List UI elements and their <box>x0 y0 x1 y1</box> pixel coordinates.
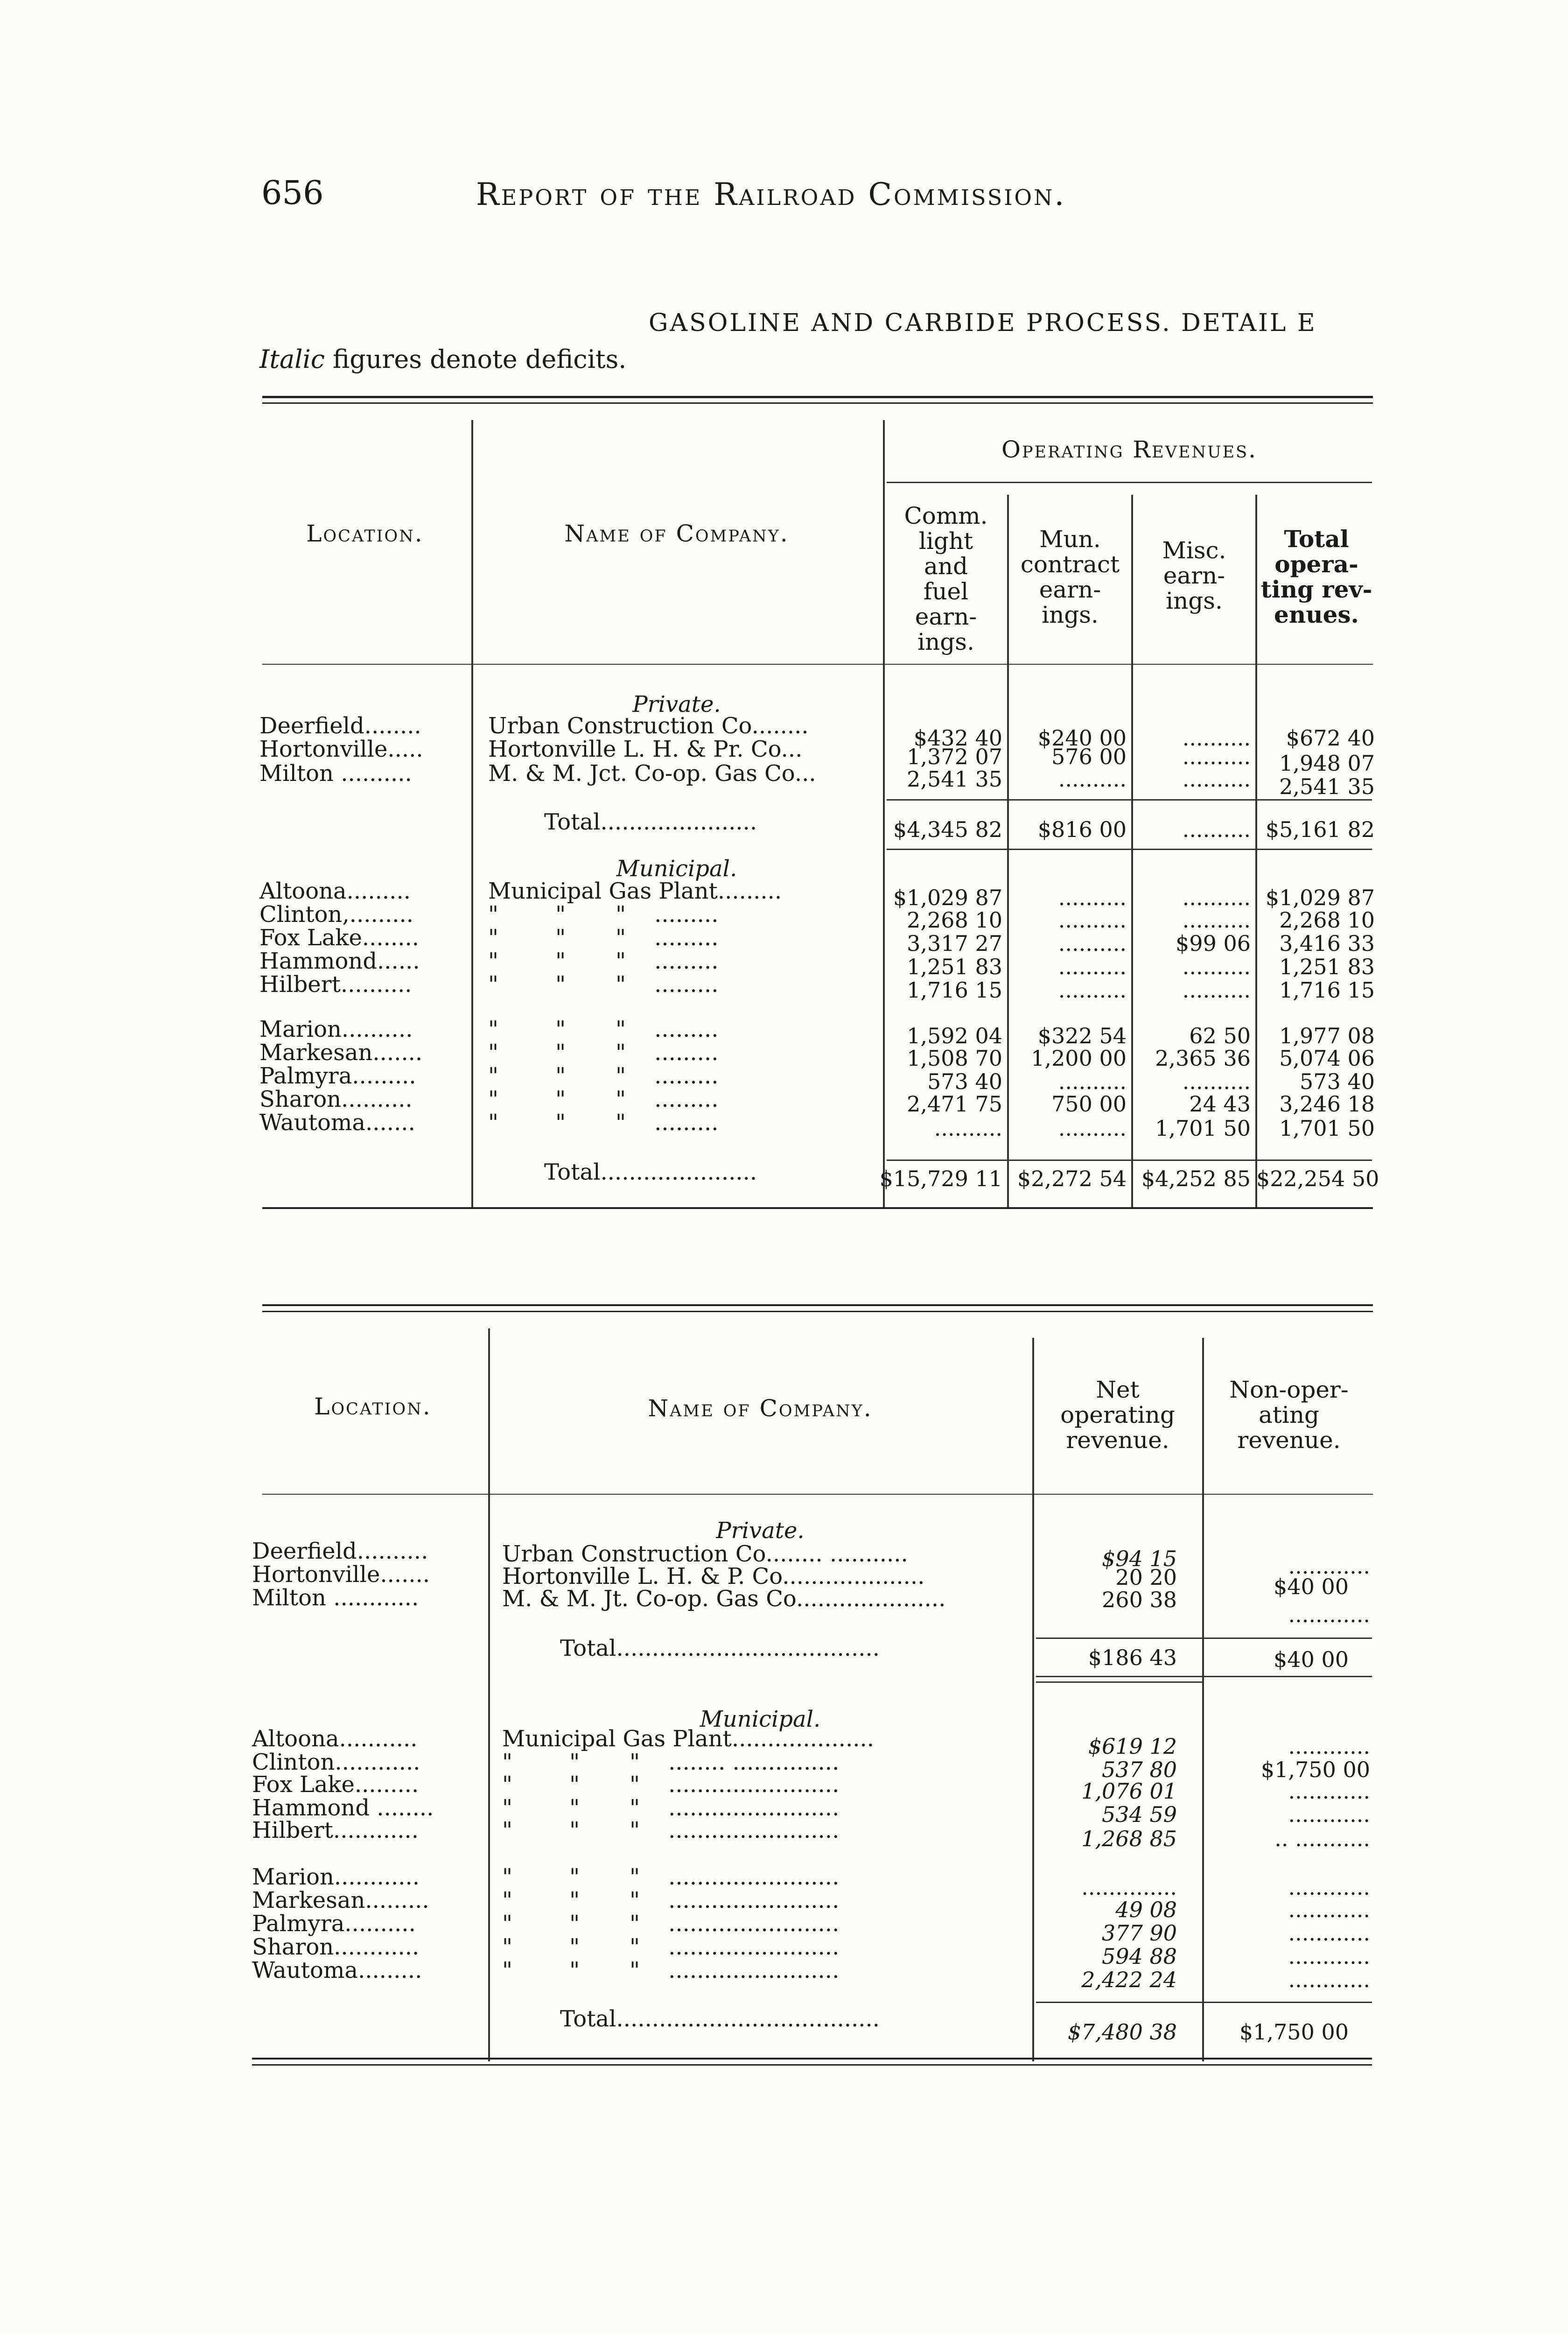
nonop-cell: .. ........... <box>1274 1826 1370 1851</box>
total-cell: 2,268 10 <box>1279 907 1375 933</box>
table2-bottom-rule-2 <box>252 2064 1372 2066</box>
net-cell: 2,422 24 <box>1081 1967 1177 1992</box>
company-cell: " " " ........................ <box>502 1795 840 1821</box>
table1-private-label: Private. <box>632 691 721 717</box>
table2-header-location: Location. <box>314 1393 432 1420</box>
total-label: Total...................... <box>544 1159 757 1185</box>
company-cell: " " " ........................ <box>502 1817 840 1843</box>
company-cell: " " " ......... <box>488 1040 719 1066</box>
table2-vline <box>1032 1338 1034 2061</box>
net-cell: .............. <box>1081 1875 1177 1900</box>
misc-cell: 2,365 36 <box>1155 1046 1251 1071</box>
location-cell: Markesan....... <box>259 1040 423 1066</box>
net-cell: 534 59 <box>1102 1802 1177 1827</box>
location-cell: Wautoma....... <box>259 1110 415 1136</box>
total-cell: 1,948 07 <box>1279 751 1375 776</box>
table1-header-company-label: Name of Company. <box>564 520 789 547</box>
table1-vline <box>1131 495 1133 1209</box>
mun-cell: .......... <box>1058 977 1127 1003</box>
nonop-cell: $1,750 00 <box>1239 2019 1349 2045</box>
location-cell: Markesan......... <box>252 1887 429 1913</box>
table1-vline <box>471 420 473 1209</box>
company-cell: " " " ......... <box>488 948 719 974</box>
net-cell: 20 20 <box>1115 1565 1177 1590</box>
company-cell: " " " ........................ <box>502 1911 840 1937</box>
net-cell: $94 15 <box>1102 1546 1177 1571</box>
company-cell: " " " ........................ <box>502 1772 840 1798</box>
mun-cell: .......... <box>1058 766 1127 792</box>
misc-cell: $99 06 <box>1176 931 1251 956</box>
company-cell: " " " ........................ <box>502 1957 840 1983</box>
table1-group-rule <box>887 482 1372 483</box>
location-cell: Hammond ........ <box>252 1795 434 1821</box>
location-cell: Deerfield........ <box>259 713 421 739</box>
comm-cell: $1,029 87 <box>893 885 1002 910</box>
nonop-cell: ............ <box>1288 1734 1370 1759</box>
table1-header-operating-revenues: Operating Revenues. <box>1001 436 1257 463</box>
misc-cell: .......... <box>1182 885 1251 910</box>
company-cell: " " " ........................ <box>502 1864 840 1890</box>
table1-bottom-rule <box>262 1207 1373 1209</box>
company-cell: Municipal Gas Plant.................... <box>502 1726 874 1752</box>
location-cell: Hortonville....... <box>252 1561 430 1588</box>
location-cell: Fox Lake......... <box>252 1772 419 1798</box>
company-cell: " " " ........................ <box>502 1887 840 1913</box>
net-cell: $7,480 38 <box>1067 2019 1177 2045</box>
comm-cell: 3,317 27 <box>907 931 1002 956</box>
total-cell: 1,251 83 <box>1279 954 1375 979</box>
subtotal-rule <box>1036 1681 1204 1683</box>
page-number: 656 <box>261 174 324 212</box>
company-cell: Municipal Gas Plant......... <box>488 878 782 904</box>
table2-top-rule-2 <box>262 1311 1373 1312</box>
mun-cell: $2,272 54 <box>1017 1166 1127 1191</box>
table2-header-net: Net operating revenue. <box>1060 1376 1175 1454</box>
total-cell: $22,254 50 <box>1256 1166 1379 1191</box>
company-cell: " " " ......... <box>488 971 719 998</box>
comm-cell: $432 40 <box>913 725 1002 751</box>
misc-cell: .......... <box>1182 907 1251 933</box>
misc-cell: .......... <box>1182 744 1251 769</box>
total-cell: 3,246 18 <box>1279 1091 1375 1117</box>
misc-cell: .......... <box>1182 725 1251 751</box>
nonop-cell: ............ <box>1288 1802 1370 1827</box>
misc-cell: 1,701 50 <box>1155 1116 1251 1141</box>
table1-header-comm: Comm. light and fuel earn- ings. <box>904 502 988 655</box>
misc-cell: .......... <box>1182 766 1251 792</box>
mun-cell: 576 00 <box>1051 744 1127 769</box>
misc-cell: 62 50 <box>1189 1023 1251 1048</box>
location-cell: Altoona........... <box>252 1726 418 1752</box>
company-cell: M. & M. Jct. Co-op. Gas Co... <box>488 760 816 787</box>
comm-cell: $4,345 82 <box>893 817 1002 842</box>
total-label: Total..................................... <box>560 2006 880 2032</box>
comm-cell: 2,541 35 <box>907 766 1002 792</box>
location-cell: Altoona......... <box>259 878 411 904</box>
company-cell: M. & M. Jt. Co-op. Gas Co..................... <box>502 1586 946 1612</box>
location-cell: Wautoma......... <box>252 1957 422 1983</box>
nonop-cell: ............ <box>1288 1779 1370 1804</box>
nonop-cell: ............ <box>1288 1920 1370 1946</box>
total-cell: $5,161 82 <box>1265 817 1375 842</box>
italic-word: Italic <box>259 344 325 374</box>
mun-cell: $322 54 <box>1037 1023 1127 1048</box>
table1-header-location: Location. <box>306 520 424 547</box>
mun-cell: 750 00 <box>1051 1091 1127 1117</box>
company-cell: " " " ......... <box>488 1086 719 1112</box>
table2-vline <box>488 1329 490 2061</box>
mun-cell: 1,200 00 <box>1031 1046 1127 1071</box>
location-cell: Hilbert.......... <box>259 971 412 998</box>
table2-top-rule <box>262 1304 1373 1306</box>
location-cell: Hortonville..... <box>259 736 423 762</box>
total-label: Total..................................... <box>560 1635 880 1661</box>
company-cell: " " " ......... <box>488 1016 719 1042</box>
table2-header-rule <box>262 1494 1373 1495</box>
comm-cell: 1,716 15 <box>907 977 1002 1003</box>
location-cell: Hilbert............ <box>252 1817 419 1843</box>
location-cell: Sharon.......... <box>259 1086 413 1112</box>
table1-top-rule-2 <box>262 402 1373 404</box>
comm-cell: .......... <box>934 1116 1002 1141</box>
section-subtitle: GASOLINE AND CARBIDE PROCESS. DETAIL E <box>649 309 1317 337</box>
location-cell: Deerfield.......... <box>252 1538 428 1564</box>
nonop-cell: ............ <box>1288 1554 1370 1579</box>
table1-header-company <box>476 521 877 546</box>
total-cell: 573 40 <box>1300 1069 1375 1094</box>
company-cell: Hortonville L. H. & P. Co.................... <box>502 1563 925 1589</box>
table1-vline <box>1007 495 1009 1209</box>
table2-header-company: Name of Company. <box>648 1395 873 1422</box>
total-cell: $672 40 <box>1286 725 1375 751</box>
comm-cell: 1,508 70 <box>907 1046 1002 1071</box>
net-cell: 49 08 <box>1115 1897 1177 1922</box>
table1-header-total: Total opera- ting rev- enues. <box>1260 525 1372 628</box>
mun-cell: .......... <box>1058 907 1127 933</box>
location-cell: Marion............ <box>252 1864 420 1890</box>
net-cell: $186 43 <box>1088 1645 1177 1670</box>
mun-cell: .......... <box>1058 885 1127 910</box>
misc-cell: .......... <box>1182 817 1251 842</box>
total-cell: 1,701 50 <box>1279 1116 1375 1141</box>
subtotal-rule <box>887 799 1372 801</box>
company-cell: " " " ......... <box>488 1110 719 1136</box>
nonop-cell: ............ <box>1288 1967 1370 1992</box>
location-cell: Palmyra.......... <box>252 1911 416 1937</box>
table2-bottom-rule <box>252 2058 1372 2060</box>
net-cell: 260 38 <box>1102 1587 1177 1612</box>
total-cell: 5,074 06 <box>1279 1046 1375 1071</box>
table2-municipal-label: Municipal. <box>700 1706 821 1732</box>
table2-header-nonop: Non-oper- ating revenue. <box>1229 1376 1349 1454</box>
comm-cell: 573 40 <box>927 1069 1002 1094</box>
table1-header-misc: Misc. earn- ings. <box>1162 537 1226 614</box>
table1-vline <box>1255 495 1257 1209</box>
page-title: Report of the Railroad Commission. <box>476 176 1066 212</box>
net-cell: $619 12 <box>1088 1734 1177 1759</box>
misc-cell: .......... <box>1182 977 1251 1003</box>
company-cell: Urban Construction Co........ <box>488 713 809 739</box>
company-cell: " " " ........ ............... <box>502 1749 840 1775</box>
nonop-cell: $1,750 00 <box>1260 1757 1370 1782</box>
location-cell: Palmyra......... <box>259 1063 416 1089</box>
mun-cell: .......... <box>1058 931 1127 956</box>
total-cell: 3,416 33 <box>1279 931 1375 956</box>
mun-cell: .......... <box>1058 1069 1127 1094</box>
italic-note-rest: figures denote deficits. <box>325 344 627 374</box>
total-cell: 2,541 35 <box>1279 774 1375 799</box>
misc-cell: $4,252 85 <box>1141 1166 1251 1191</box>
subtotal-rule <box>887 1160 1372 1161</box>
table1-municipal-label: Municipal. <box>616 856 737 882</box>
location-cell: Marion.......... <box>259 1016 413 1042</box>
net-cell: 377 90 <box>1102 1920 1177 1946</box>
nonop-cell: ............ <box>1288 1875 1370 1900</box>
subtotal-rule <box>887 849 1372 850</box>
comm-cell: 1,251 83 <box>907 954 1002 979</box>
subtotal-rule <box>1036 2002 1372 2003</box>
mun-cell: .......... <box>1058 954 1127 979</box>
net-cell: 1,268 85 <box>1081 1826 1177 1851</box>
company-cell: " " " ......... <box>488 1063 719 1089</box>
company-cell: Urban Construction Co........ ........... <box>502 1541 908 1567</box>
mun-cell: $240 00 <box>1037 725 1127 751</box>
location-cell: Clinton............ <box>252 1749 420 1775</box>
subtotal-rule <box>1036 1676 1372 1677</box>
comm-cell: $15,729 11 <box>879 1166 1002 1191</box>
comm-cell: 2,471 75 <box>907 1091 1002 1117</box>
comm-cell: 1,592 04 <box>907 1023 1002 1048</box>
table2-private-label: Private. <box>716 1518 805 1544</box>
company-cell: " " " ........................ <box>502 1934 840 1960</box>
misc-cell: .......... <box>1182 954 1251 979</box>
table1-header-rule <box>262 664 1373 665</box>
nonop-cell: ............ <box>1288 1897 1370 1922</box>
location-cell: Sharon............ <box>252 1934 420 1960</box>
mun-cell: $816 00 <box>1037 817 1127 842</box>
location-cell: Clinton,......... <box>259 901 414 928</box>
nonop-cell: ............ <box>1288 1944 1370 1969</box>
location-cell: Milton .......... <box>259 760 412 787</box>
company-cell: Hortonville L. H. & Pr. Co... <box>488 736 803 762</box>
total-label: Total...................... <box>544 809 757 835</box>
company-cell: " " " ......... <box>488 901 719 928</box>
table1-top-rule <box>262 396 1373 398</box>
misc-cell: .......... <box>1182 1069 1251 1094</box>
nonop-cell: $40 00 <box>1274 1574 1349 1599</box>
italic-note <box>259 344 626 374</box>
misc-cell: 24 43 <box>1189 1091 1251 1117</box>
total-cell: $1,029 87 <box>1265 885 1375 910</box>
table1-vline <box>883 420 885 1209</box>
net-cell: 594 88 <box>1102 1944 1177 1969</box>
net-cell: 1,076 01 <box>1081 1779 1177 1804</box>
subtotal-rule <box>1036 1638 1372 1639</box>
location-cell: Fox Lake........ <box>259 925 419 951</box>
mun-cell: .......... <box>1058 1116 1127 1141</box>
comm-cell: 1,372 07 <box>907 744 1002 769</box>
net-cell: 537 80 <box>1102 1757 1177 1782</box>
table1-header-mun: Mun. contract earn- ings. <box>1020 526 1120 628</box>
total-cell: 1,716 15 <box>1279 977 1375 1003</box>
table2-vline <box>1202 1338 1204 2061</box>
location-cell: Milton ............ <box>252 1585 419 1611</box>
total-cell: 1,977 08 <box>1279 1023 1375 1048</box>
company-cell: " " " ......... <box>488 925 719 951</box>
nonop-cell: $40 00 <box>1274 1647 1349 1672</box>
comm-cell: 2,268 10 <box>907 907 1002 933</box>
nonop-cell: ............ <box>1288 1602 1370 1627</box>
location-cell: Hammond...... <box>259 948 420 974</box>
